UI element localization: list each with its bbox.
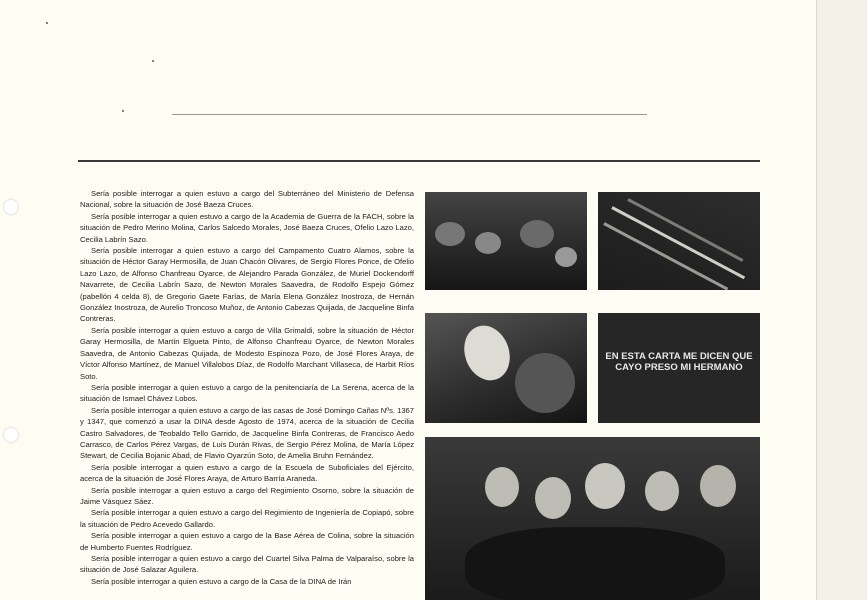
photo-caption: EN ESTA CARTA ME DICEN QUE CAYO PRESO MI HERMANO [605,351,753,373]
article-text-column [80,188,414,600]
photo-woman-with-letter [425,313,587,423]
article-paragraph: Sería posible interrogar a quien estuvo a cargo del Cuartel Silva Palma de Valparaíso, sobre la situación de José Salazar Aguilera. [80,554,414,575]
paper-speck [122,110,124,112]
paper-speck [46,22,48,24]
article-paragraph: Sería posible interrogar a quien estuvo a cargo del Regimiento Osorno, sobre la situación de Jaime Vásquez Sáez. [80,485,414,506]
article-paragraph: Sería posible interrogar a quien estuvo a cargo de la Academia de Guerra de la FACH, sobre la situación de Pedro Merino Molina, Carlos Salcedo Morales, José Baeza Cruces, Ofelio Lazo Lazo, Cecilia Labrín Sazo. [80,211,414,244]
photo-procession [598,192,760,290]
binder-hole [4,428,18,442]
article-paragraph: Sería posible interrogar a quien estuvo a cargo del Regimiento de Ingeniería de Copiapó, sobre la situación de Pedro Acevedo Gallardo. [80,508,414,529]
header-rule [78,160,760,162]
photo-crowd-protest [425,192,587,290]
article-paragraph: Sería posible interrogar a quien estuvo a cargo de Villa Grimaldi, sobre la situación de Héctor Garay Hermosilla, de Martín Elgueta Pinto, de Alfonso Chanfreau Oyarce, de Newton Morales Saavedra, de Antonio Cabezas Quijada, de Modesto Espinoza Pozo, de José Flores Araya, de Víctor Alfonso Martínez, de Manuel Villalobos Díaz, de Rodolfo Marchant Villaseca, de Harbit Ríos Soto. [80,325,414,381]
paper-speck [152,60,154,62]
header-rule-thin [172,114,647,115]
binder-hole [4,200,18,214]
article-paragraph: Sería posible interrogar a quien estuvo a cargo de la Casa de la DINA de Irán [91,576,352,586]
article-paragraph: Sería posible interrogar a quien estuvo a cargo del Campamento Cuatro Alamos, sobre la situación de Héctor Garay Hermosilla, de Juan Chacón Olivares, de Sergio Flores Ponce, de Ofelio Lazo Lazo, de Alfonso Chanfreau Oyarce, de Alejandro Parada González, de Muriel Dockendorff Navarrete, de Cecilia Labrín Sazo, de Newton Morales Saavedra, de Rodolfo Espejo Gómez (pabellón 4 celda 8), de Gregorio Gaete Farías, de María Elena González Inostroza, de Hernán González Inostroza, de Aurelio Troncoso Muñoz, de Antonio Cabezas Quijada, de Jacqueline Binfa Contreras. [80,246,414,324]
article-paragraph: Sería posible interrogar a quien estuvo a cargo de la Base Aérea de Colina, sobre la situación de Humberto Fuentes Rodríguez. [80,531,414,552]
scan-margin [816,0,867,600]
article-paragraph: Sería posible interrogar a quien estuvo a cargo de la penitenciaría de La Serena, acerca de la situación de Ismael Chávez Lobos. [80,382,414,404]
article-paragraph: Sería posible interrogar a quien estuvo a cargo de las casas de José Domingo Cañas Nºs. 1367 y 1347, que comenzó a usar la DINA desde Agosto de 1974, acerca de la situación de Cecilia Castro Salvadores, de Teobaldo Tello Garrido, de Jacqueline Binfa Contreras, de Francisco Aedo Carrasco, de Carlos Pérez Vargas, de Luis Durán Rivas, de Sergio Pérez Molina, de María López Stewart, de Cecilia Bojanic Abad, de Flavio Oyarzún Soto, de Amelia Bruhn Fernández. [80,405,414,461]
photo-caption-panel [598,313,760,423]
article-paragraph: Sería posible interrogar a quien estuvo a cargo de la Escuela de Suboficiales del Ejército, acerca de la situación de José Flores Araya, de Arturo Barría Araneda. [80,462,414,484]
article-paragraph: Sería posible interrogar a quien estuvo a cargo del Subterráneo del Ministerio de Defensa Nacional, sobre la situación de José Baeza Cruces. [80,189,414,210]
photo-women-group [425,437,760,600]
